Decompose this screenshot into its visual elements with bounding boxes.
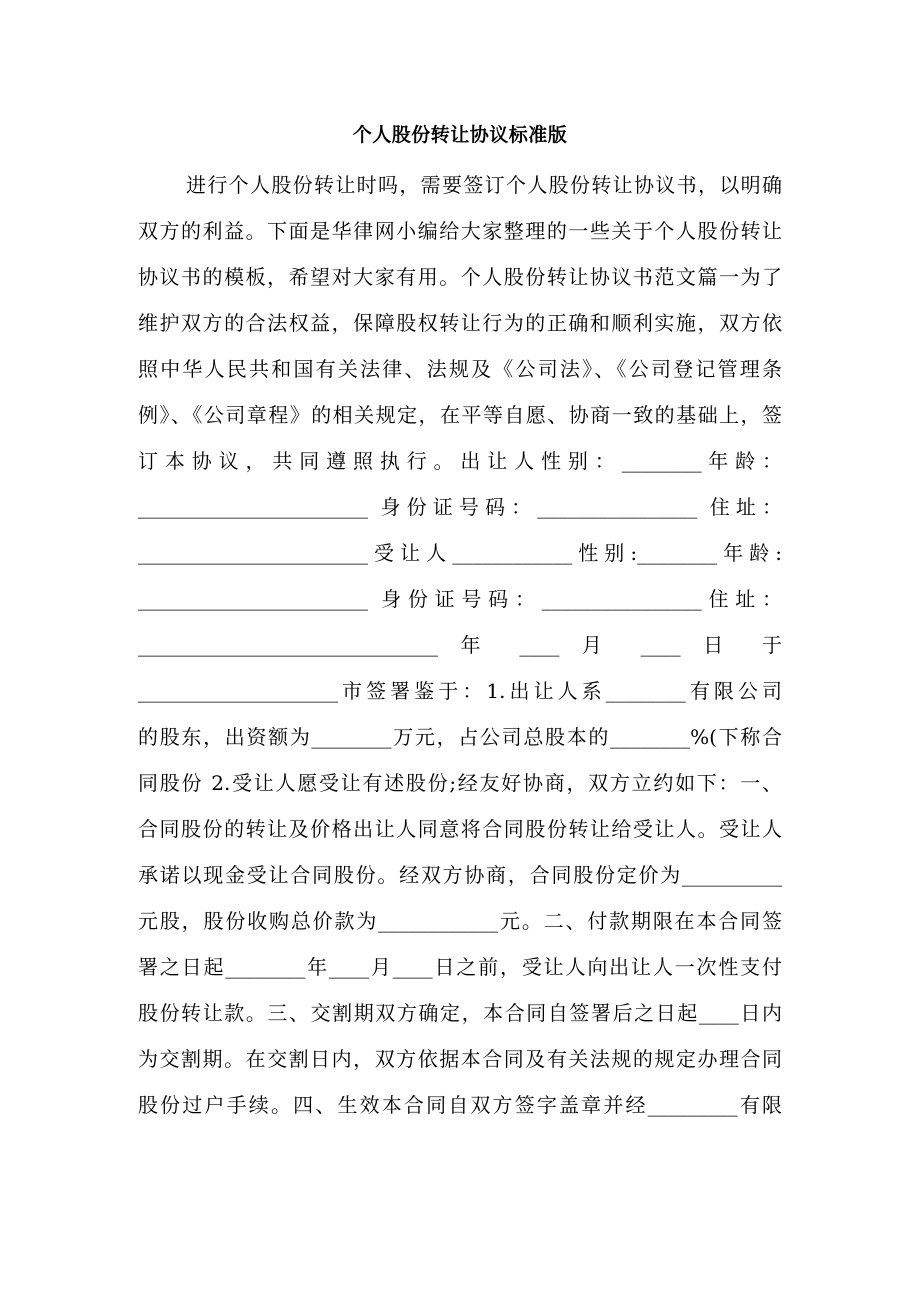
document-title: 个人股份转让协议标准版 [352,124,568,146]
paragraph-line-7: 订 本 协 议 ， 共 同 遵 照 执 行 。 出 让 人 性 别 ： ________ 年 龄 ： [138,449,782,473]
paragraph-line-6: 例》、《公司章程》的相关规定，在平等自愿、协商一致的基础上，签 [138,403,782,427]
paragraph-line-1: 进行个人股份转让时吗，需要签订个人股份转让协议书，以明确 [186,173,782,197]
paragraph-line-8: _______________________ 身份证号码：________________ 住址： [138,495,782,519]
paragraph-line-13: 的股东，出资额为________万元，占公司总股本的________%(下称合 [138,725,782,749]
paragraph-line-14: 同股份 2.受让人愿受让有述股份;经友好协商，双方立约如下：一、 [138,771,782,795]
paragraph-line-5: 照中华人民共和国有关法律、法规及《公司法》、《公司登记管理条 [138,357,782,381]
paragraph-line-17: 元股，股份收购总价款为____________元。二、付款期限在本合同签 [138,909,782,933]
paragraph-line-16: 承诺以现金受让合同股份。经双方协商，合同股份定价为__________ [138,863,782,887]
paragraph-line-21: 股份过户手续。四、生效本合同自双方签字盖章并经_________有限 [138,1093,782,1117]
paragraph-line-9: _______________________受让人____________性别:________年龄: [138,541,782,565]
paragraph-line-11: ______________________________ 年 ____ 月 ____ 日 于 [138,633,782,657]
paragraph-line-15: 合同股份的转让及价格出让人同意将合同股份转让给受让人。受让人 [138,817,782,841]
paragraph-line-20: 为交割期。在交割日内，双方依据本合同及有关法规的规定办理合同 [138,1047,782,1071]
paragraph-line-3: 协议书的模板，希望对大家有用。个人股份转让协议书范文篇一为了 [138,265,782,289]
paragraph-line-2: 双方的利益。下面是华律网小编给大家整理的一些关于个人股份转让 [138,219,782,243]
paragraph-line-18: 署之日起________年____月____日之前，受让人向出让人一次性支付 [138,955,782,979]
paragraph-line-19: 股份转让款。三、交割期双方确定，本合同自签署后之日起____日内 [138,1001,782,1025]
paragraph-line-10: _______________________ 身份证号码：________________住址： [138,587,782,611]
paragraph-line-12: ____________________市签署鉴于：1.出让人系________有限公司 [138,679,782,703]
paragraph-line-4: 维护双方的合法权益，保障股权转让行为的正确和顺利实施，双方依 [138,311,782,335]
